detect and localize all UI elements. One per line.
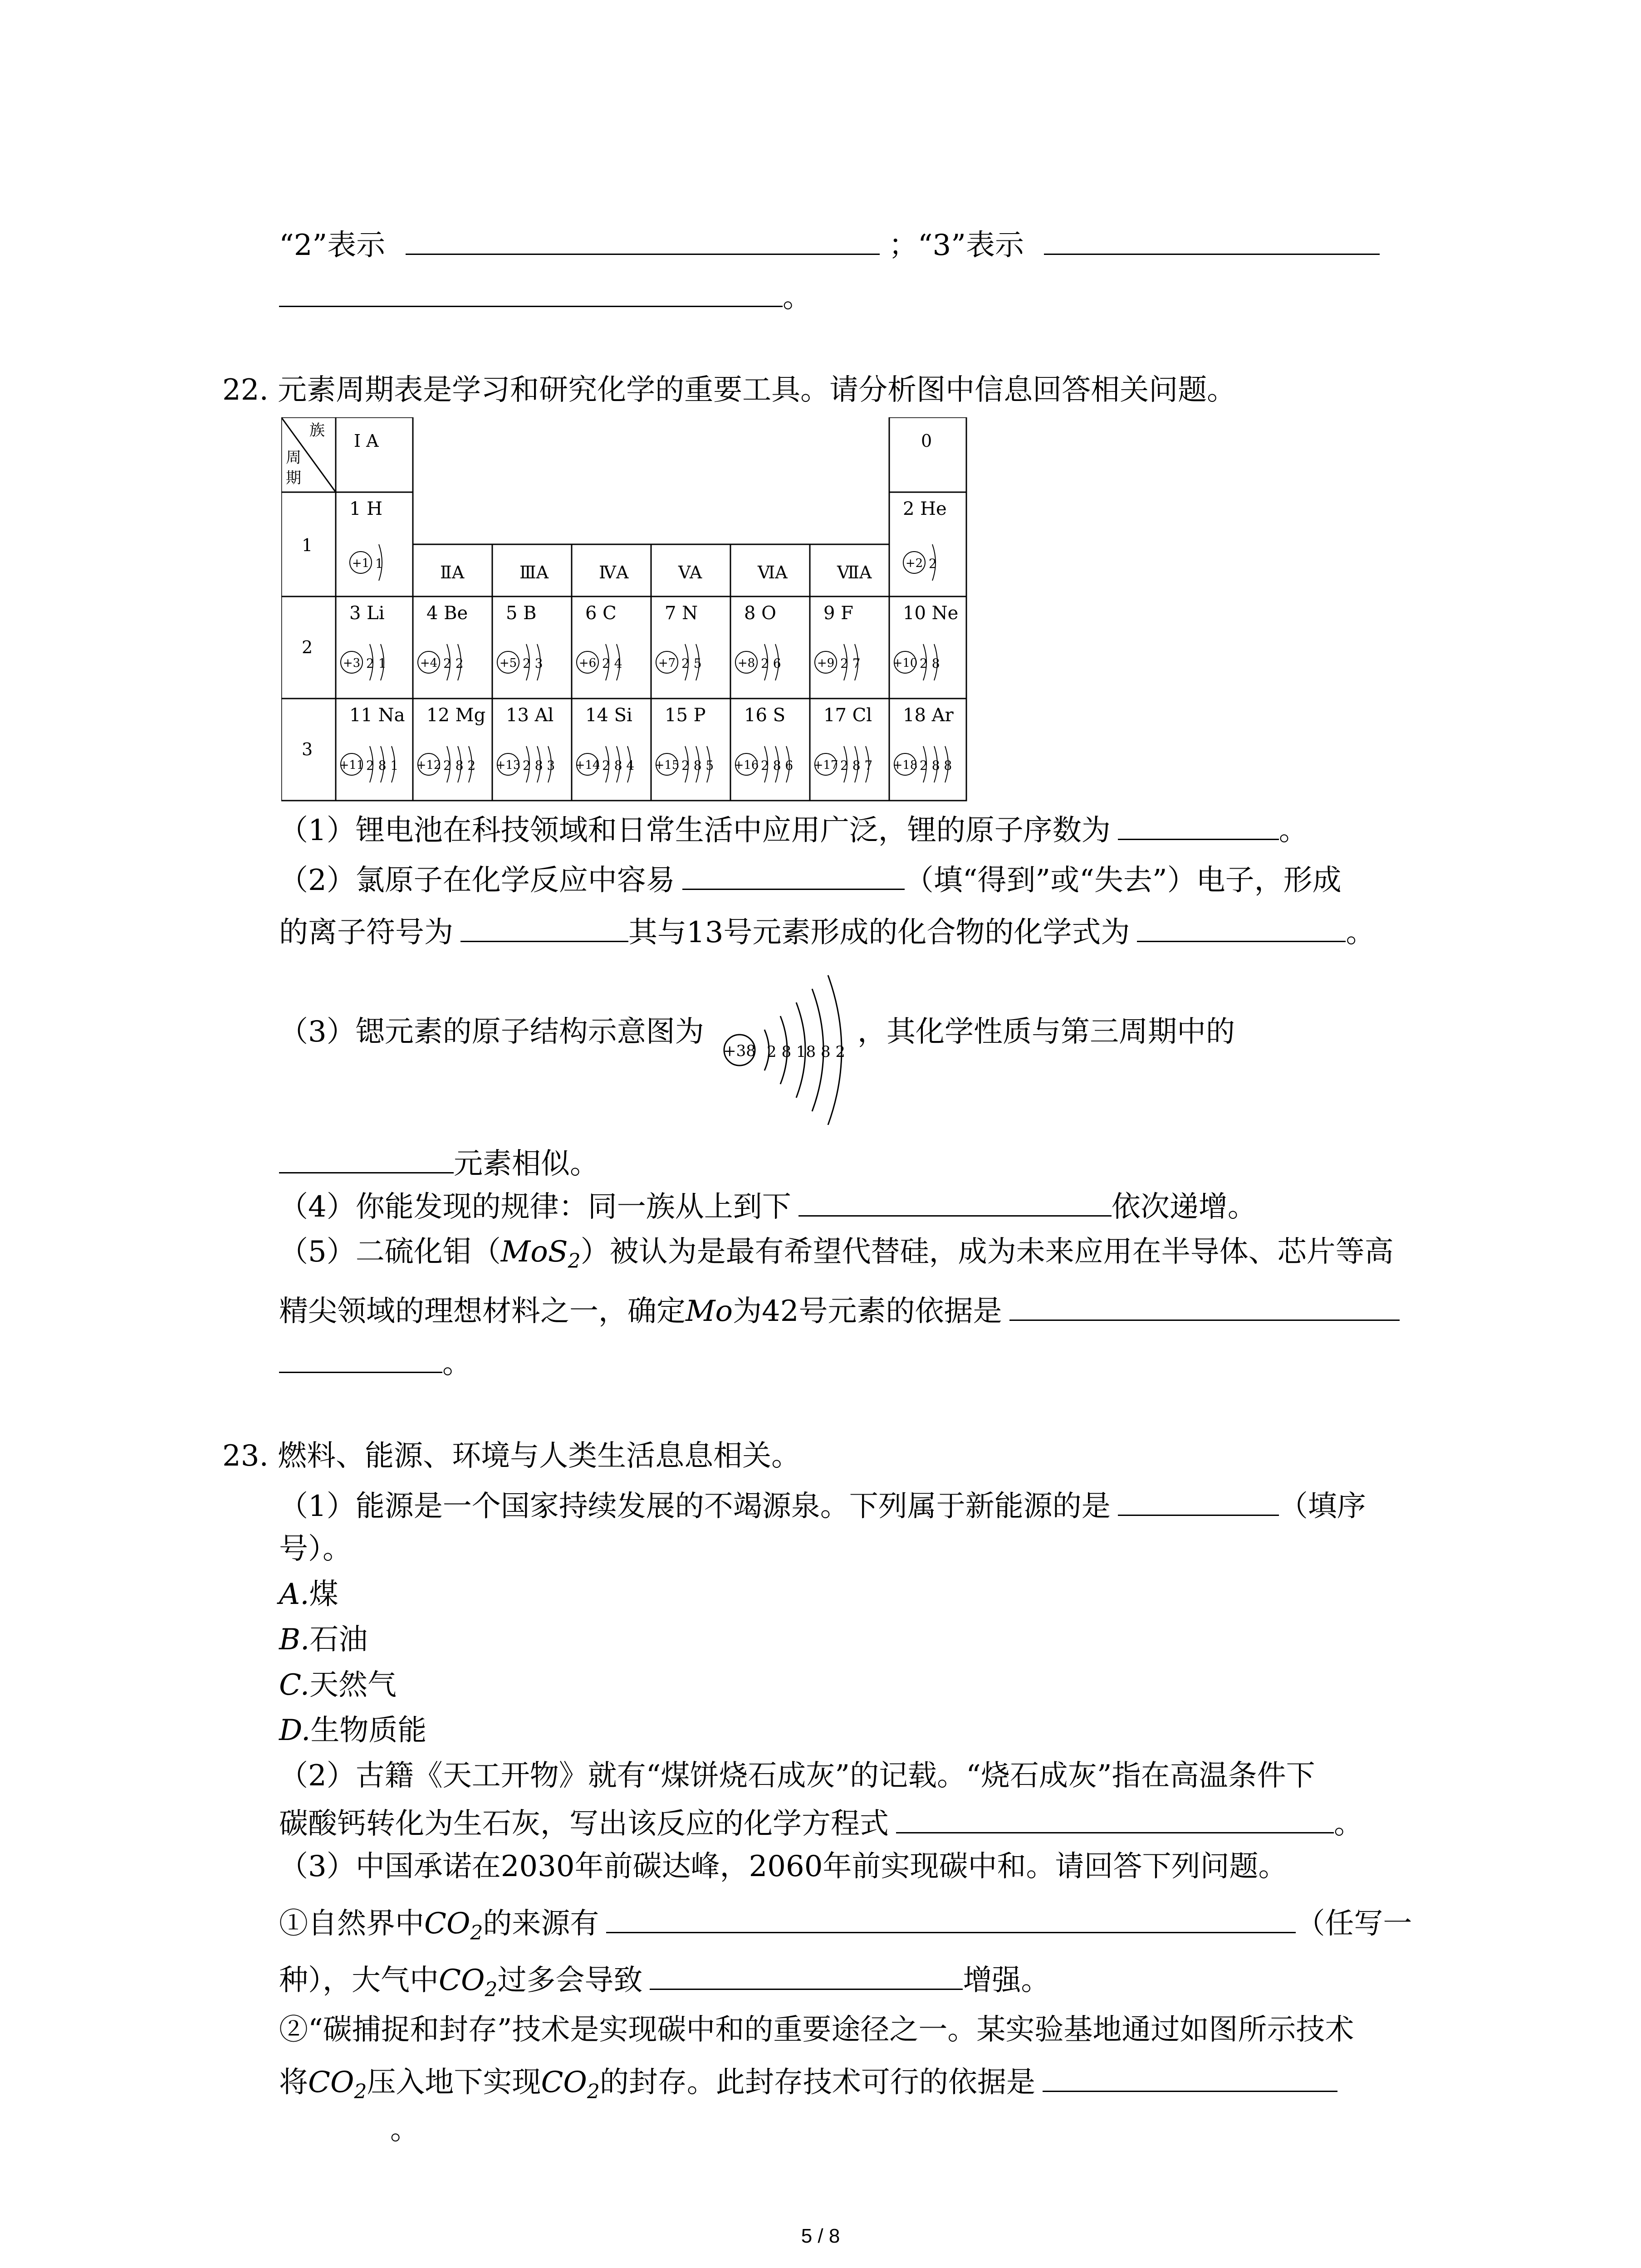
subscript: 2 <box>354 2080 367 2103</box>
strontium-atom-diagram <box>721 971 857 1125</box>
q23-option-c <box>279 1667 397 1703</box>
text: ；“3”表示 <box>888 229 1024 262</box>
element-symbol: 2 He <box>903 499 947 519</box>
page-number: 5 / 8 <box>801 2225 840 2247</box>
text: 其与13号元素形成的化合物的化学式为 <box>628 916 1130 949</box>
answer-blank[interactable] <box>1137 912 1346 942</box>
electron-counts: 2 1 <box>366 656 387 671</box>
header-qi: 期 <box>286 469 301 487</box>
element-symbol: 1 H <box>349 499 383 519</box>
q23-s1-line2 <box>279 1960 1050 2002</box>
nucleus-charge: +15 <box>654 758 680 772</box>
text: 依次递增。 <box>1111 1190 1257 1224</box>
nucleus-charge: +3 <box>343 656 361 670</box>
subscript: 2 <box>587 2080 600 2103</box>
element-symbol: 11 Na <box>349 705 405 726</box>
formula: CO <box>439 1964 485 1997</box>
option-key: C. <box>279 1668 310 1702</box>
answer-blank[interactable] <box>279 1343 442 1373</box>
electron-counts: 2 8 4 <box>602 758 635 773</box>
group-header: VA <box>678 562 702 582</box>
answer-blank[interactable] <box>1009 1290 1400 1321</box>
q23-option-d <box>279 1712 426 1749</box>
element-symbol: 17 Cl <box>823 705 872 726</box>
nucleus-charge: +16 <box>734 758 759 772</box>
element-symbol: 15 P <box>665 705 706 726</box>
element-symbol: 4 Be <box>426 603 468 624</box>
element-symbol: 6 C <box>585 603 617 624</box>
group-header: ⅢA <box>519 562 549 582</box>
text: 。 <box>1279 814 1308 847</box>
electron-counts: 2 3 <box>523 656 543 671</box>
answer-blank[interactable] <box>606 1903 1296 1933</box>
electron-counts: 2 7 <box>840 656 861 671</box>
electron-counts: 2 8 6 <box>761 758 794 773</box>
element-symbol: 8 O <box>744 603 776 624</box>
text: 过多会导致 <box>497 1964 643 1997</box>
text: “2”表示 <box>279 229 386 262</box>
q22-p3-line1 <box>279 1014 704 1050</box>
element-symbol: 5 B <box>506 603 537 624</box>
option-key: A. <box>279 1578 309 1611</box>
periodic-table <box>281 417 971 807</box>
group-header: ⅥA <box>758 562 788 582</box>
option-text: 煤 <box>309 1578 338 1611</box>
option-key: D. <box>279 1714 311 1747</box>
formula: Mo <box>686 1295 733 1328</box>
electron-counts: 2 8 <box>920 656 940 671</box>
electron-counts: 2 8 5 <box>681 758 714 773</box>
q22-p5-line2 <box>279 1290 1400 1330</box>
text: 的来源有 <box>483 1907 599 1941</box>
text: 种），大气中 <box>279 1964 439 1997</box>
option-text: 天然气 <box>309 1668 397 1702</box>
answer-blank[interactable] <box>896 1803 1334 1833</box>
prev-question-line-1 <box>279 225 1380 264</box>
text: 。 <box>442 1347 471 1380</box>
electron-counts: 2 8 8 <box>920 758 952 773</box>
text: 。 <box>1334 1807 1363 1841</box>
q22-p2-line2 <box>279 912 1375 951</box>
answer-blank[interactable] <box>1044 225 1380 255</box>
nucleus-charge: +1 <box>352 557 370 570</box>
q23-s1-line1 <box>279 1903 1412 1945</box>
element-symbol: 7 N <box>665 603 698 624</box>
electron-counts: 2 8 1 <box>366 758 399 773</box>
q23-s2-line3: 。 <box>390 2113 419 2146</box>
q22-p5-line3 <box>279 1343 471 1382</box>
text: （2）氯原子在化学反应中容易 <box>279 864 675 897</box>
text: 元素相似。 <box>454 1147 599 1181</box>
text: （4）你能发现的规律：同一族从上到下 <box>279 1190 791 1224</box>
q23-p1-line2: 号）。 <box>279 1532 352 1566</box>
period-1: 1 <box>302 535 313 555</box>
period-3: 3 <box>302 739 313 759</box>
q23-s2-line2 <box>279 2062 1337 2104</box>
nucleus-charge: +6 <box>578 656 597 670</box>
text: （任写一 <box>1296 1907 1412 1941</box>
nucleus-charge: +9 <box>817 656 835 670</box>
header-zu: 族 <box>309 421 325 440</box>
group-0: 0 <box>921 431 932 451</box>
electron-counts: 2 2 <box>443 656 464 671</box>
nucleus-charge: +4 <box>420 656 438 670</box>
text: 增强。 <box>963 1964 1050 1997</box>
q22-p4 <box>279 1186 1257 1225</box>
option-text: 生物质能 <box>310 1714 427 1747</box>
answer-blank[interactable] <box>798 1186 1112 1217</box>
text: （1）能源是一个国家持续发展的不竭源泉。下列属于新能源的是 <box>279 1490 1111 1523</box>
group-ia: I A <box>354 431 379 451</box>
q23-s2-line1: ②“碳捕捉和封存”技术是实现碳中和的重要途径之一。某实验基地通过如图所示技术 <box>279 2013 1354 2047</box>
answer-blank[interactable] <box>279 1143 454 1173</box>
element-symbol: 3 Li <box>349 603 385 624</box>
text: 的离子符号为 <box>279 916 453 949</box>
text: ，其化学性质与第三周期中的 <box>857 1015 1235 1049</box>
nucleus-charge: +17 <box>813 758 838 772</box>
text: （5）二硫化钼（ <box>279 1235 501 1269</box>
nucleus-charge: +5 <box>499 656 517 670</box>
prev-question-line-2 <box>279 277 812 316</box>
electron-counts: 2 6 <box>761 656 781 671</box>
nucleus-charge: +18 <box>892 758 918 772</box>
element-symbol: 12 Mg <box>426 705 486 726</box>
formula: CO <box>541 2066 587 2099</box>
answer-blank[interactable] <box>1118 810 1279 840</box>
answer-blank[interactable] <box>650 1960 963 1990</box>
answer-blank[interactable] <box>406 225 880 255</box>
formula: CO <box>308 2066 354 2099</box>
group-header: ⅡA <box>440 562 465 582</box>
subscript: 2 <box>568 1250 581 1273</box>
text: 。 <box>1346 916 1375 949</box>
q22-p1 <box>279 810 1308 849</box>
element-symbol: 18 Ar <box>903 705 954 726</box>
element-symbol: 14 Si <box>585 705 632 726</box>
nucleus-charge: +7 <box>658 656 676 670</box>
answer-blank[interactable] <box>460 912 628 942</box>
q23-p2-line2 <box>279 1803 1363 1842</box>
text: 精尖领域的理想材料之一，确定 <box>279 1295 686 1328</box>
text: ①自然界中 <box>279 1907 424 1941</box>
electron-counts: 2 <box>929 556 937 571</box>
electron-counts: 2 8 7 <box>840 758 873 773</box>
element-symbol: 10 Ne <box>903 603 959 624</box>
q22-p2-line1 <box>279 860 1342 899</box>
nucleus-charge: +13 <box>495 758 521 772</box>
nucleus-charge: +10 <box>892 656 918 670</box>
q23-intro: 23. 燃料、能源、环境与人类生活息息相关。 <box>222 1439 801 1473</box>
text: （填“得到”或“失去”）电子，形成 <box>904 864 1342 897</box>
q23-option-a <box>279 1576 338 1613</box>
text: 为42号元素的依据是 <box>733 1295 1002 1328</box>
electron-counts: 2 8 2 <box>443 758 476 773</box>
option-text: 石油 <box>309 1623 368 1657</box>
element-symbol: 9 F <box>823 603 853 624</box>
sr-shells: 2 8 18 8 2 <box>767 1043 846 1061</box>
sr-nucleus: +38 <box>723 1042 756 1060</box>
electron-counts: 2 5 <box>681 656 702 671</box>
q23-p1-line1 <box>279 1486 1366 1525</box>
text: 。 <box>783 281 812 314</box>
answer-blank[interactable] <box>1043 2062 1337 2092</box>
group-header: ⅦA <box>837 562 872 582</box>
nucleus-charge: +8 <box>737 656 755 670</box>
subscript: 2 <box>485 1978 498 2001</box>
electron-counts: 2 8 3 <box>523 758 555 773</box>
formula: MoS <box>500 1235 568 1269</box>
nucleus-charge: +11 <box>339 758 364 772</box>
text: 碳酸钙转化为生石灰，写出该反应的化学方程式 <box>279 1807 889 1841</box>
formula: CO <box>424 1907 470 1941</box>
option-key: B. <box>279 1623 310 1657</box>
electron-counts: 1 <box>375 556 383 571</box>
text: （1）锂电池在科技领域和日常生活中应用广泛，锂的原子序数为 <box>279 814 1111 847</box>
q22-p5-line1 <box>279 1234 1394 1273</box>
text: 的封存。此封存技术可行的依据是 <box>599 2066 1035 2099</box>
subscript: 2 <box>470 1921 483 1945</box>
answer-blank[interactable] <box>279 277 783 307</box>
q23-p2-line1: （2）古籍《天工开物》就有“煤饼烧石成灰”的记载。“烧石成灰”指在高温条件下 <box>279 1759 1315 1793</box>
answer-blank[interactable] <box>682 860 905 890</box>
q22-p3-line1b <box>857 1014 1235 1050</box>
q22-intro: 22. 元素周期表是学习和研究化学的重要工具。请分析图中信息回答相关问题。 <box>222 373 1236 407</box>
nucleus-charge: +12 <box>416 758 441 772</box>
electron-counts: 2 4 <box>602 656 622 671</box>
nucleus-charge: +14 <box>575 758 600 772</box>
period-2: 2 <box>302 637 313 657</box>
text: （填序 <box>1279 1490 1366 1523</box>
text: 将 <box>279 2066 308 2099</box>
group-header: ⅣA <box>599 562 629 582</box>
element-symbol: 13 Al <box>506 705 554 726</box>
q23-p3: （3）中国承诺在2030年前碳达峰，2060年前实现碳中和。请回答下列问题。 <box>279 1850 1288 1883</box>
element-symbol: 16 S <box>744 705 786 726</box>
answer-blank[interactable] <box>1118 1486 1279 1516</box>
nucleus-charge: +2 <box>905 557 923 570</box>
text: ）被认为是最有希望代替硅，成为未来应用在半导体、芯片等高 <box>580 1235 1394 1269</box>
q22-p3-line2 <box>279 1143 599 1182</box>
header-zhou: 周 <box>286 449 301 467</box>
text: 压入地下实现 <box>367 2066 541 2099</box>
text: （3）锶元素的原子结构示意图为 <box>279 1015 704 1049</box>
q23-option-b <box>279 1622 367 1658</box>
